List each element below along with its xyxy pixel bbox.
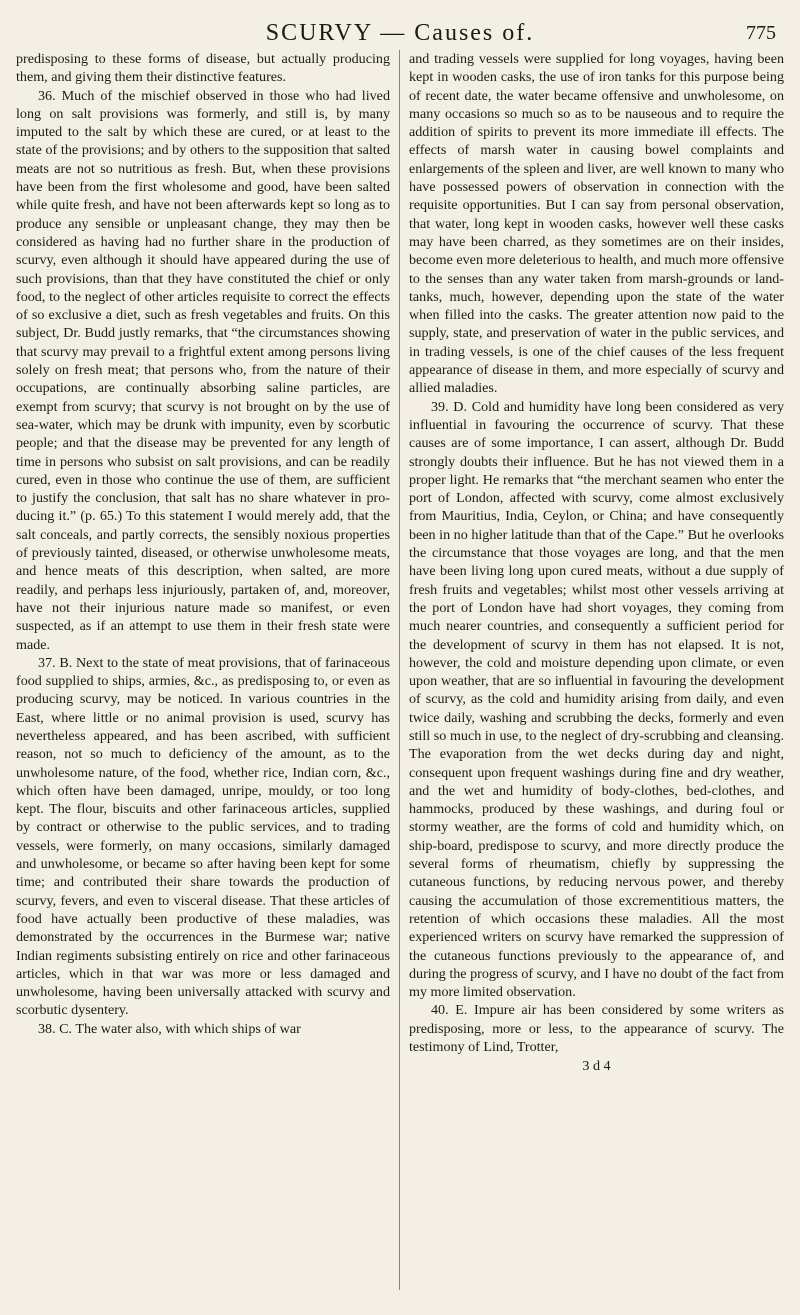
paragraph-39: 39. D. Cold and humidity have long been considered as very influential in favouring the occurrence of scurvy. That these causes are of some importance, I can assert, although Dr. Budd strongly doubts their influence. But he has not viewed them in a proper light. He remarks that “the merchant seamen who enter the port of London, affected with scurvy, come almost exclusively from Mauritius, India, Ceylon, or China; and have consequently been in no higher latitude than that of the Cape.” But he overlooks the circumstance that those voyages are long, and that the men have been living long upon cured meats, without a due supply of fresh fruits and vegetables; whilst most other vessels arriving at the port of London have had short voyages, they coming from much nearer countries, and consequently a sufficient period for the development of scurvy in them has not elapsed. It is not, however, the cold and moisture depending upon climate, or even upon weather, that are so influential in favouring the development of scurvy, as the cold and humidity arising from daily, and even twice daily, washing and scrubbing the decks, formerly and even still so much in use, to the neglect of dry-scrubbing and cleansing. The evaporation from the wet decks during day and night, consequent upon frequent washings during fine and dry weather, and the wet and humidity of body-clothes, bed-clothes, and hammocks, produced by these washings, and during foul or stormy weather, are the forms of cold and humidity which, on ship-board, predispose to scurvy, and more directly produce the several forms of rheumatism, chiefly by suppressing the cutaneous functions, by reducing nervous power, and thereby causing the accumulation of those excrementitious matters, the retention of which occasions these maladies. All the most experienced writers on scurvy have remarked the suppression of the cutaneous functions previously to the appearance of, and during the progress of scurvy, and I have no doubt of the fact from my more limited observation. (409, 398, 784, 1001)
page-header (16, 14, 784, 50)
signature-mark: 3 d 4 (582, 1058, 611, 1075)
page-number: 775 (746, 22, 776, 44)
text-columns (16, 50, 784, 1290)
paragraph-38-continued: and trading vessels were supplied for long voyages, having been kept in wooden casks, the use of iron tanks for this purpose being of recent date, the water became offensive and unwholesome, on many occasions so much so as to be nauseous and to require the addition of spirits to prevent its more immediate ill effects. The effects of marsh water in causing bowel complaints and enlargements of the spleen and liver, are well known to many who have possessed powers of observation in connection with the requisite opportunities. But I can say from personal observation, that water, long kept in wooden casks, however well these casks may have been charred, as they sometimes are on their insides, become even more deleterious to health, and much more offensive to the senses than any water taken from marsh-grounds or land-tanks, much, however, depending upon the state of the water when filled into the casks. The greater attention now paid to the supply, state, and preservation of water in the public services, and in trading vessels, is one of the chief causes of the less frequent appearance of disease in them, and more especially of scurvy and allied maladies. (409, 51, 784, 397)
paragraph-37: 37. B. Next to the state of meat provisions, that of farinaceous food supplied to ships, armies, &c., as predisposing to, or even as producing scurvy, may be noticed. In various countries in the East, where little or no animal provision is used, scurvy has nevertheless appeared, and has been ascribed, with sufficient reason, not so much to deficiency of the amount, as to the unwholesome nature, of the food, whether rice, Indian corn, &c., which often have been damaged, unripe, mouldy, or too long kept. The flour, biscuits and other farinaceous articles, supplied by contract or otherwise to the public services, and to trading vessels, were formerly, on many occasions, similarly damaged and unwholesome, or became so after having been kept for some time; and contributed their share towards the production of scurvy, fevers, and even to visceral disease. That these articles of food have actually been productive of these maladies, was demonstrated by the occurrences in the Burmese war; native Indian regiments subsisting entirely on rice and other farinaceous articles, which in that war was more or less damaged and unwholesome, having been universally attacked with scurvy and scorbutic dysentery. (16, 654, 390, 1019)
running-head: SCURVY — Causes of. (265, 20, 535, 46)
right-column (400, 50, 784, 1290)
left-column (16, 50, 400, 1290)
paragraph-38-start: 38. C. The water also, with which ships of war (38, 1020, 301, 1037)
paragraph-36: 36. Much of the mischief observed in those who had lived long on salt provisions was formerly, and still is, by many imputed to the salt by which these are cured, or at least to the state of the provisions; and by others to the supposition that salted meats are not so nutritious as fresh. But, when these provisions have been from the first wholesome and good, have been salted while quite fresh, and have not been afterwards kept so long as to produce any sensible or unpleasant change, they may then be considered as having had no further share in the production of scurvy, even although it should have appeared during the use of such provisions, than that they have constituted the chief or only food, to the neglect of other articles requisite to correct the effects of so exclusive a diet, such as fresh vegetables and fruits. On this subject, Dr. Budd justly remarks, that “the circumstances showing that scurvy may prevail to a frightful extent among persons living solely on fresh meat; that persons who, from the nature of their occupations, are continually absorbing saline particles, are exempt from scurvy; that scurvy is not brought on by the use of sea-water, which may be drunk with impunity, even by scorbutic people; and that the disease may be prevented for any length of time in persons who subsist on salt provisions, and can be readily cured, even in those who continue the use of them, are sufficient to justify the conclusion, that salt has no share whatever in producing it.” (p. 65.) To this statement I would merely add, that the salt conceals, and partly corrects, the sensibly noxious properties of previously tainted, diseased, or otherwise unwholesome meats, and hence meats of this description, when salted, are more readily, and perhaps less injuriously, partaken of, and, moreover, have not their injurious nature made so manifest, or even suspected, as if an attempt to use them in their fresh state were made. (16, 87, 390, 653)
paragraph-continued: predisposing to these forms of disease, but actually producing them, and giving them their distinctive features. (16, 51, 390, 86)
paragraph-40: 40. E. Impure air has been considered by some writers as predisposing, more or less, to the appearance of scurvy. The testimony of Lind, Trotter, (409, 1002, 784, 1056)
